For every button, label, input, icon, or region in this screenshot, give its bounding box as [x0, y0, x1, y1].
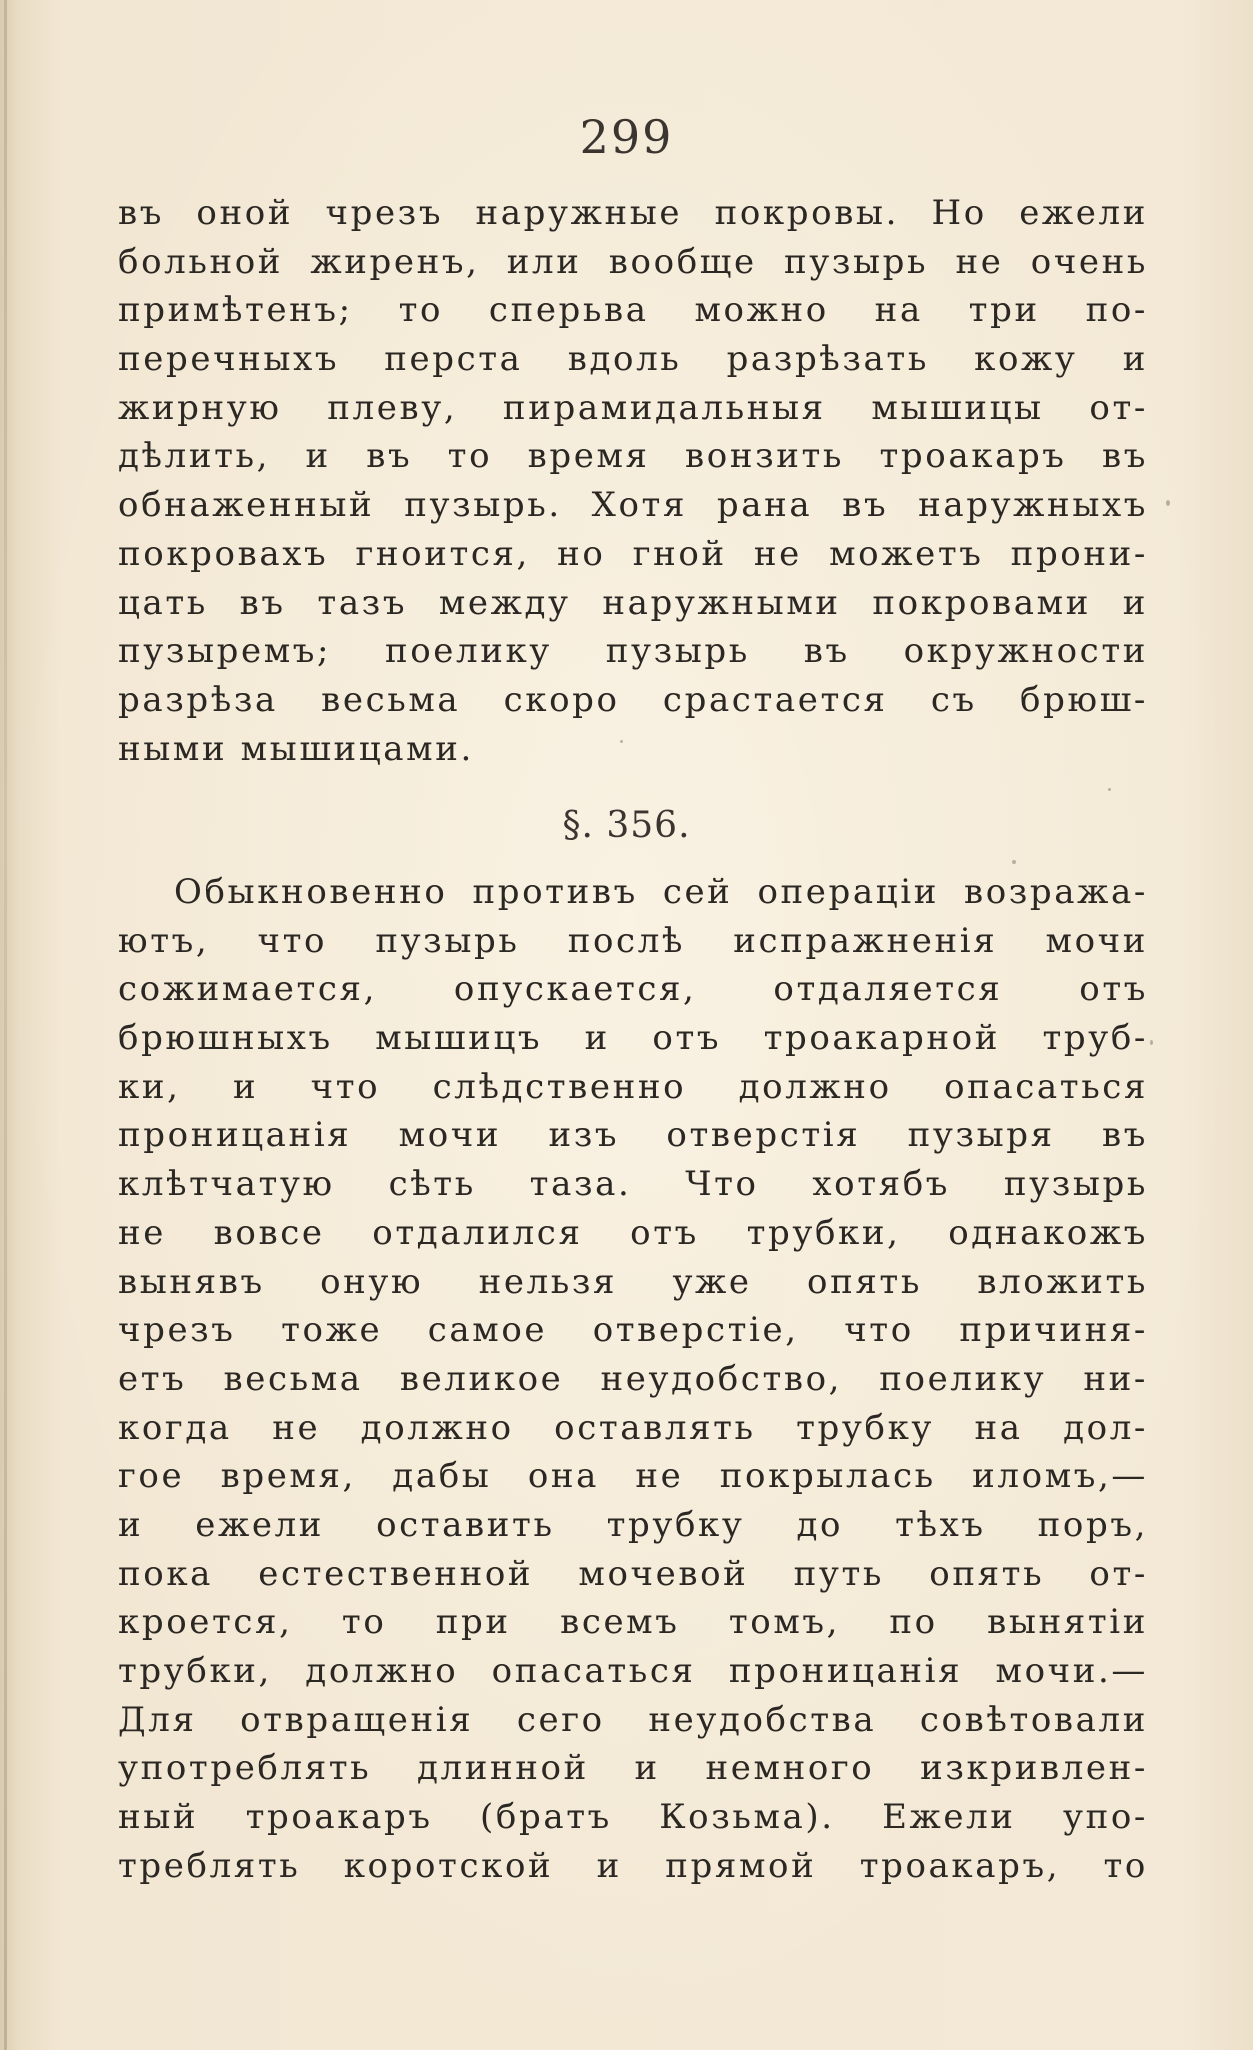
- ink-speck: [1150, 1040, 1153, 1045]
- text-line: ными мышицами.: [118, 728, 474, 769]
- text-line: проницанія мочи изъ отверстія пузыря въ: [118, 1115, 1148, 1156]
- text-line: въ оной чрезъ наружные покровы. Но ежели: [118, 193, 1148, 233]
- text-line: больной жиренъ, или вообще пузырь не очень: [118, 241, 1148, 282]
- text-line: брюшныхъ мышицъ и отъ троакарной труб-: [118, 1018, 1148, 1059]
- text-line: Для отвращенія сего неудобства совѣтовали: [118, 1699, 1148, 1740]
- text-line: етъ весьма великое неудобство, поелику ни-: [118, 1358, 1148, 1399]
- text-line: не вовсе отдалился отъ трубки, однакожъ: [118, 1212, 1148, 1253]
- text-line: вынявъ оную нельзя уже опять вложить: [118, 1261, 1148, 1302]
- text-line: ный троакаръ (братъ Козьма). Ежели упо-: [118, 1797, 1148, 1838]
- paragraph: [118, 868, 1148, 1890]
- text-line: покровахъ гноится, но гной не можетъ прони-: [118, 533, 1148, 574]
- text-line: сожимается, опускается, отдаляется отъ: [118, 969, 1148, 1010]
- text-line: ки, и что слѣдственно должно опасаться: [118, 1066, 1148, 1107]
- text-line: разрѣза весьма скоро срастается съ брюш-: [118, 679, 1148, 720]
- ink-speck: [620, 740, 623, 743]
- text-line: перечныхъ перста вдоль разрѣзать кожу и: [118, 339, 1148, 380]
- text-line: пока естественной мочевой путь опять от-: [118, 1553, 1148, 1594]
- text-line: и ежели оставить трубку до тѣхъ поръ,: [118, 1504, 1148, 1545]
- page-number: 299: [579, 110, 674, 164]
- text-line: кроется, то при всемъ томъ, по вынятіи: [118, 1602, 1148, 1643]
- text-line: чрезъ тоже самое отверстіе, что причиня-: [118, 1310, 1148, 1351]
- page-spine-edge: [4, 0, 7, 2050]
- text-line: ютъ, что пузырь послѣ испражненія мочи: [118, 920, 1148, 961]
- text-line: пузыремъ; поелику пузырь въ окружности: [118, 631, 1148, 672]
- text-line: Обыкновенно противъ сей операціи возража-: [174, 872, 1148, 912]
- text-line: жирную плеву, пирамидальныя мышицы от-: [118, 387, 1148, 428]
- text-line: трубки, должно опасаться проницанія мочи.—: [118, 1651, 1148, 1691]
- text-line: дѣлить, и въ то время вонзить троакаръ въ: [118, 436, 1148, 477]
- text-line: клѣтчатую сѣть таза. Что хотябъ пузырь: [118, 1164, 1148, 1205]
- ink-speck: [1108, 788, 1111, 791]
- section-heading: §. 356.: [562, 805, 691, 846]
- text-line: треблять коротской и прямой троакаръ, то: [118, 1845, 1148, 1886]
- text-line: употреблять длинной и немного изкривлен-: [118, 1748, 1148, 1789]
- text-line: когда не должно оставлять трубку на дол-: [118, 1407, 1148, 1448]
- text-line: цать въ тазъ между наружными покровами и: [118, 582, 1148, 623]
- paragraph-continued: [118, 189, 1148, 773]
- text-line: обнаженный пузырь. Хотя рана въ наружныхъ: [118, 485, 1148, 526]
- ink-speck: [1012, 860, 1016, 864]
- text-line: гое время, дабы она не покрылась иломъ,—: [118, 1456, 1148, 1497]
- ink-speck: [1166, 500, 1170, 506]
- text-line: примѣтенъ; то сперьва можно на три по-: [118, 290, 1148, 331]
